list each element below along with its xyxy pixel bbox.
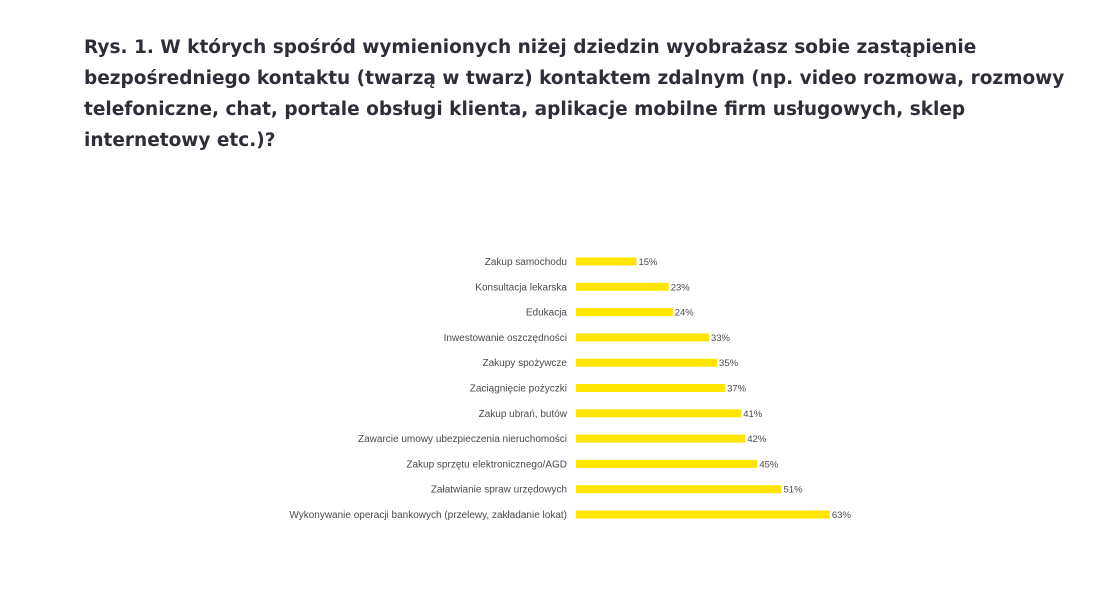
value-label: 35% bbox=[719, 358, 739, 370]
bar bbox=[576, 435, 745, 443]
chart-title: Rys. 1. W których spośród wymienionych niżej dziedzin wyobrażasz sobie zastąpienie bezpośredniego kontaktu (twarzą w twarz) kontaktem zdalnym (np. video rozmowa, rozmowy telefoniczne, chat, portale obsługi klienta, aplikacje mobilne firm usługowych, sklep internetowy etc.)? bbox=[84, 37, 1065, 151]
value-label: 24% bbox=[674, 307, 694, 319]
bar bbox=[576, 511, 830, 519]
value-label: 37% bbox=[727, 383, 747, 395]
category-label: Zakupy spożywcze bbox=[482, 358, 567, 370]
value-label: 45% bbox=[759, 459, 779, 471]
category-label: Wykonywanie operacji bankowych (przelewy, zakładanie lokat) bbox=[289, 510, 567, 521]
category-label: Zakup sprzętu elektronicznego/AGD bbox=[406, 459, 567, 471]
value-label: 63% bbox=[831, 510, 851, 521]
category-label: Zawarcie umowy ubezpieczenia nieruchomości bbox=[358, 434, 567, 446]
category-label: Konsultacja lekarska bbox=[475, 282, 567, 294]
category-label: Inwestowanie oszczędności bbox=[443, 332, 567, 344]
category-label: Zakup ubrań, butów bbox=[478, 408, 567, 420]
bar bbox=[576, 359, 717, 367]
category-label: Edukacja bbox=[525, 307, 567, 319]
bar bbox=[576, 283, 669, 291]
value-label: 41% bbox=[743, 408, 763, 420]
value-label: 42% bbox=[747, 434, 767, 446]
category-label: Zakup samochodu bbox=[484, 257, 567, 268]
bar bbox=[576, 258, 636, 266]
value-label: 23% bbox=[670, 282, 690, 294]
bar bbox=[576, 384, 725, 392]
value-label: 33% bbox=[710, 332, 731, 344]
value-label: 15% bbox=[638, 257, 658, 268]
bar bbox=[576, 333, 709, 341]
bar bbox=[576, 308, 673, 316]
bar bbox=[576, 409, 741, 417]
category-label: Zaciągnięcie pożyczki bbox=[469, 383, 567, 395]
category-label: Załatwianie spraw urzędowych bbox=[430, 484, 567, 496]
bar bbox=[576, 485, 782, 493]
bar bbox=[576, 460, 757, 468]
value-label: 51% bbox=[783, 484, 803, 496]
